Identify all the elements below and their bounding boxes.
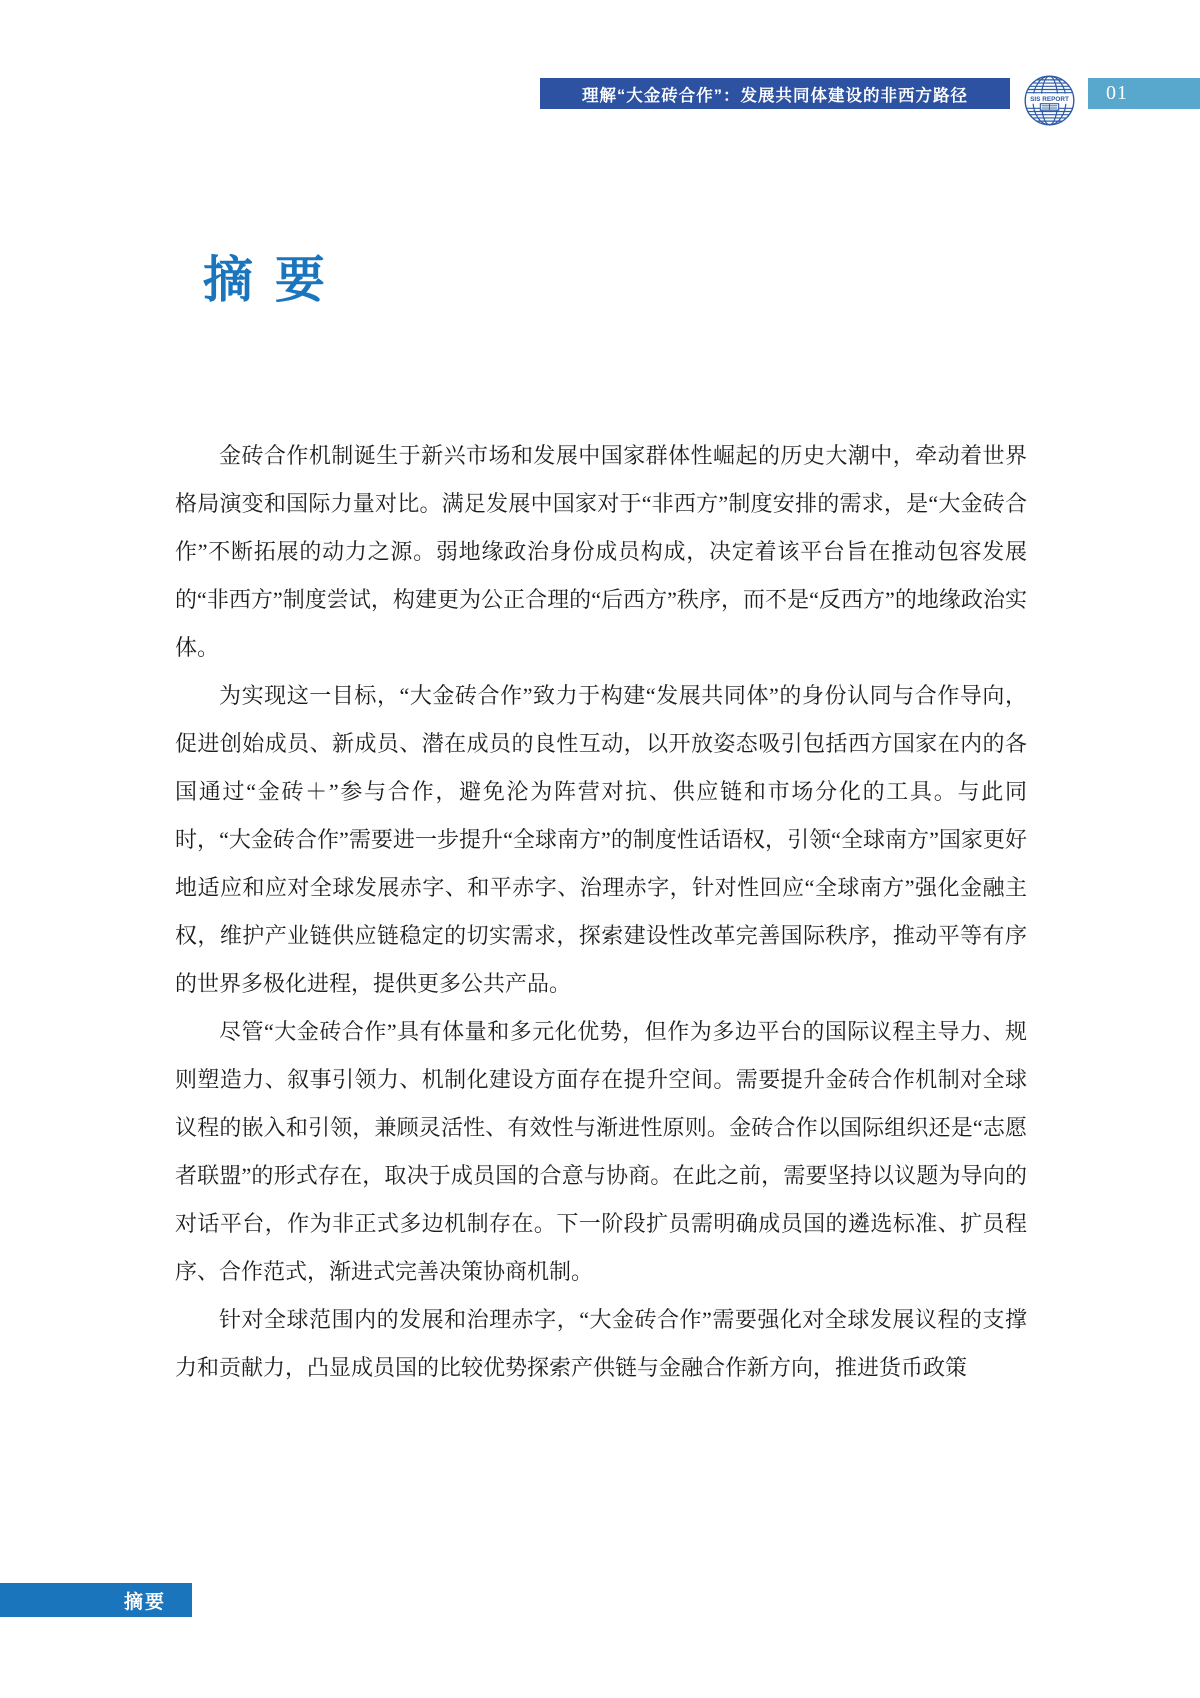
- logo-book-icon: [1040, 104, 1058, 110]
- header-title: 理解“大金砖合作”：发展共同体建设的非西方路径: [582, 86, 968, 105]
- footer-tab-label: 摘要: [123, 1591, 166, 1613]
- logo-text: SIS REPORT: [1030, 95, 1069, 103]
- abstract-body: [175, 432, 1027, 1392]
- abstract-paragraph: 尽管“大金砖合作”具有体量和多元化优势，但作为多边平台的国际议程主导力、规则塑造力、叙事引领力、机制化建设方面存在提升空间。需要提升金砖合作机制对全球议程的嵌入和引领，兼顾灵活性、有效性与渐进性原则。金砖合作以国际组织还是“志愿者联盟”的形式存在，取决于成员国的合意与协商。在此之前，需要坚持以议题为导向的对话平台，作为非正式多边机制存在。下一阶段扩员需明确成员国的遴选标准、扩员程序、合作范式，渐进式完善决策协商机制。: [175, 1019, 1027, 1284]
- header-title-bar: [540, 78, 1010, 109]
- page-number-bar: [1088, 78, 1200, 109]
- section-title: 摘 要: [203, 252, 329, 308]
- abstract-paragraph: 金砖合作机制诞生于新兴市场和发展中国家群体性崛起的历史大潮中，牵动着世界格局演变和国际力量对比。满足发展中国家对于“非西方”制度安排的需求，是“大金砖合作”不断拓展的动力之源。弱地缘政治身份成员构成，决定着该平台旨在推动包容发展的“非西方”制度尝试，构建更为公正合理的“后西方”秩序，而不是“反西方”的地缘政治实体。: [175, 443, 1027, 660]
- page-number: 01: [1106, 82, 1128, 104]
- sis-report-globe-logo: [1022, 73, 1077, 128]
- abstract-paragraph: 为实现这一目标，“大金砖合作”致力于构建“发展共同体”的身份认同与合作导向，促进创始成员、新成员、潜在成员的良性互动，以开放姿态吸引包括西方国家在内的各国通过“金砖＋”参与合作，避免沦为阵营对抗、供应链和市场分化的工具。与此同时，“大金砖合作”需要进一步提升“全球南方”的制度性话语权，引领“全球南方”国家更好地适应和应对全球发展赤字、和平赤字、治理赤字，针对性回应“全球南方”强化金融主权，维护产业链供应链稳定的切实需求，探索建设性改革完善国际秩序，推动平等有序的世界多极化进程，提供更多公共产品。: [175, 683, 1027, 996]
- footer-section-tab: [0, 1583, 192, 1617]
- abstract-paragraph: 针对全球范围内的发展和治理赤字，“大金砖合作”需要强化对全球发展议程的支撑力和贡献力，凸显成员国的比较优势探索产供链与金融合作新方向，推进货币政策: [175, 1307, 1027, 1380]
